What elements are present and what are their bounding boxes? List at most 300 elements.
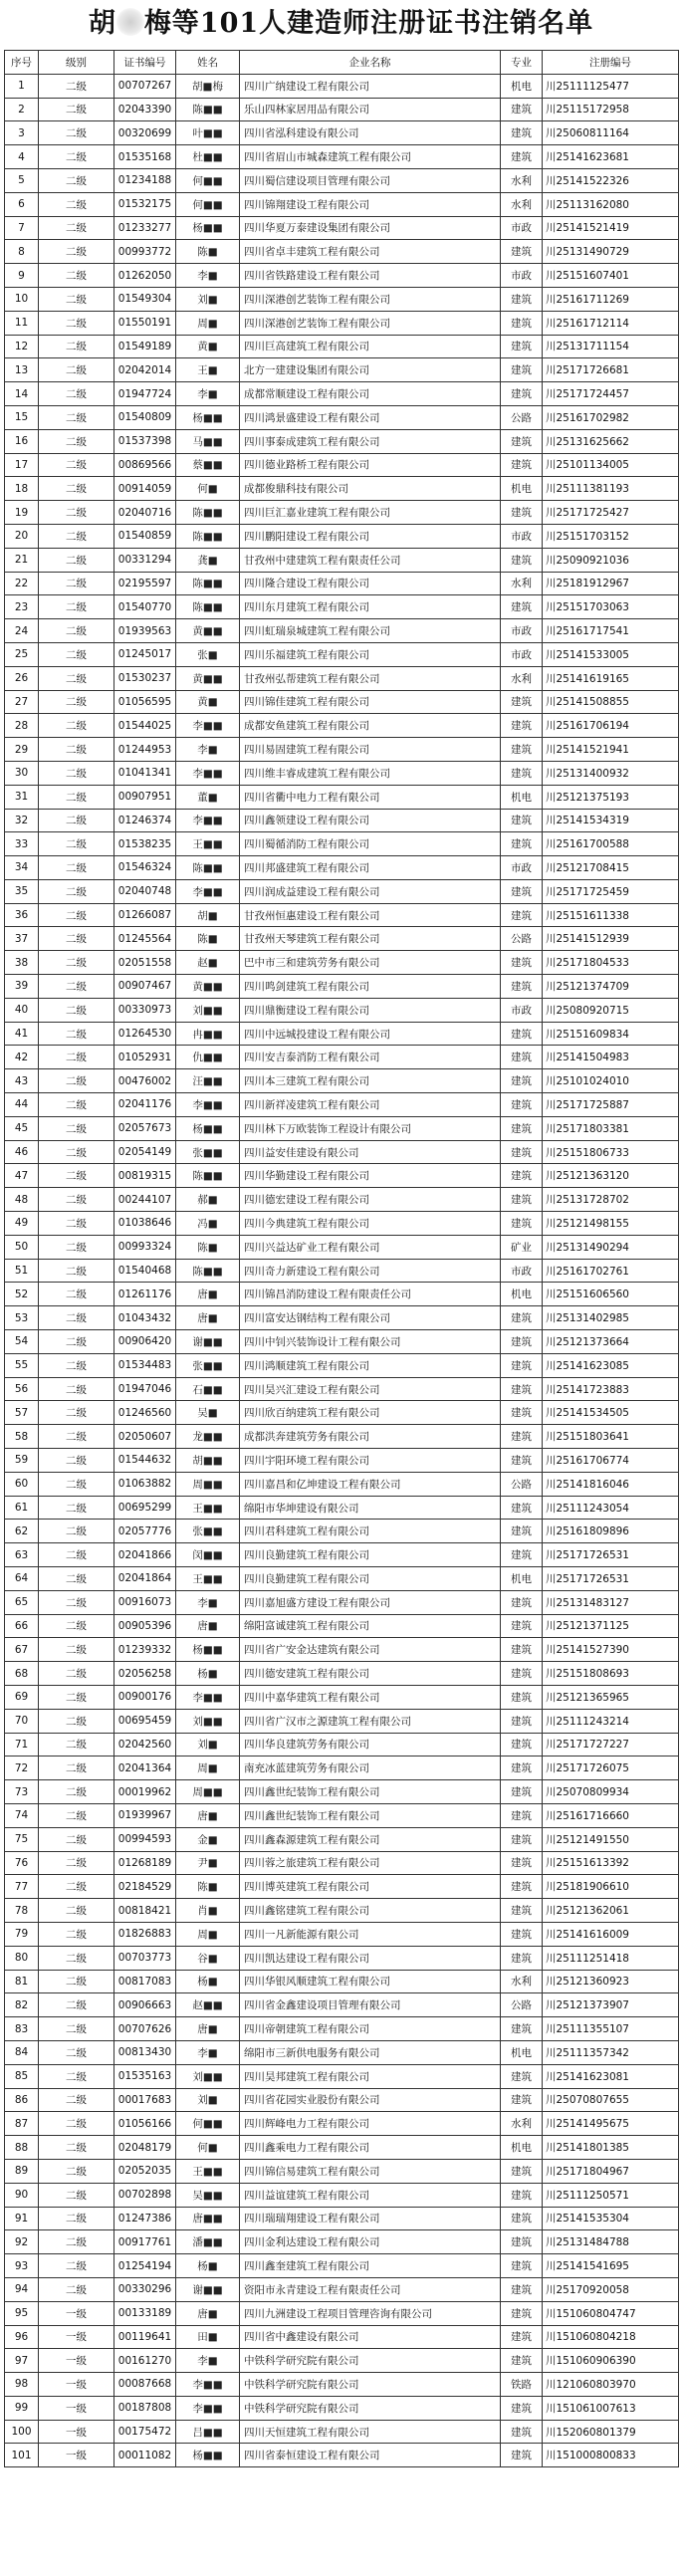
cell-level: 二级 — [39, 1449, 114, 1473]
cell-index: 71 — [5, 1733, 39, 1756]
cell-reg-number: 川25121362061 — [543, 1899, 679, 1923]
cell-company: 甘孜州中建建筑工程有限责任公司 — [240, 548, 501, 572]
table-row — [5, 98, 679, 121]
cell-company: 中铁科学研究院有限公司 — [240, 2349, 501, 2373]
table-row — [5, 2373, 679, 2397]
cell-name: 刘■■ — [176, 1709, 240, 1733]
cell-company: 四川本三建筑工程有限公司 — [240, 1069, 501, 1093]
cell-name: 龙■■ — [176, 1425, 240, 1449]
cell-company: 四川安吉泰消防工程有限公司 — [240, 1046, 501, 1069]
cell-company: 成都俊鼎科技有限公司 — [240, 477, 501, 501]
cell-cert-number: 02040716 — [114, 501, 176, 525]
cell-cert-number: 01550191 — [114, 311, 176, 335]
cell-reg-number: 川25111250571 — [543, 2183, 679, 2207]
cell-name: 唐■ — [176, 1283, 240, 1306]
cell-level: 二级 — [39, 1662, 114, 1686]
cell-specialty: 建筑 — [501, 1212, 543, 1236]
cell-specialty: 建筑 — [501, 2396, 543, 2420]
cell-reg-number: 川25181912967 — [543, 572, 679, 595]
cell-company: 四川省广汉市之源建筑工程有限公司 — [240, 1709, 501, 1733]
cell-cert-number: 01540468 — [114, 1259, 176, 1283]
cell-name: 李■■ — [176, 809, 240, 832]
cell-cert-number: 00695299 — [114, 1496, 176, 1520]
cell-cert-number: 00993772 — [114, 240, 176, 264]
cell-specialty: 市政 — [501, 619, 543, 643]
cell-cert-number: 02041364 — [114, 1756, 176, 1780]
cell-level: 二级 — [39, 74, 114, 98]
cell-name: 李■■ — [176, 761, 240, 785]
cell-level: 二级 — [39, 192, 114, 216]
cell-reg-number: 川25131483127 — [543, 1590, 679, 1614]
table-row — [5, 975, 679, 999]
cell-level: 二级 — [39, 405, 114, 429]
cell-level: 二级 — [39, 619, 114, 643]
redaction-mark — [116, 8, 144, 36]
cell-cert-number: 01540859 — [114, 524, 176, 548]
cell-level: 二级 — [39, 2230, 114, 2254]
cell-level: 二级 — [39, 738, 114, 762]
cell-reg-number: 川25111243054 — [543, 1496, 679, 1520]
table-row — [5, 2136, 679, 2160]
cell-specialty: 水利 — [501, 572, 543, 595]
cell-reg-number: 川25141534505 — [543, 1401, 679, 1425]
cell-name: 李■ — [176, 738, 240, 762]
cell-specialty: 建筑 — [501, 1733, 543, 1756]
cell-reg-number: 川25171804967 — [543, 2159, 679, 2183]
header-level: 级别 — [39, 51, 114, 75]
cell-specialty: 建筑 — [501, 1022, 543, 1046]
cell-company: 四川昊兴汇建设工程有限公司 — [240, 1377, 501, 1401]
cell-company: 四川瑞瑞翔建设工程有限公司 — [240, 2207, 501, 2230]
cell-reg-number: 川25161712114 — [543, 311, 679, 335]
cell-index: 55 — [5, 1353, 39, 1377]
cell-cert-number: 00476002 — [114, 1069, 176, 1093]
table-row — [5, 642, 679, 666]
table-row — [5, 382, 679, 406]
cell-cert-number: 00905396 — [114, 1614, 176, 1638]
cell-index: 3 — [5, 121, 39, 145]
cell-reg-number: 川25161717541 — [543, 619, 679, 643]
table-row — [5, 1069, 679, 1093]
table-row — [5, 2112, 679, 2136]
cell-specialty: 机电 — [501, 2040, 543, 2064]
cell-level: 二级 — [39, 2136, 114, 2160]
cell-reg-number: 川25171726531 — [543, 1543, 679, 1567]
cell-index: 36 — [5, 903, 39, 927]
cell-specialty: 建筑 — [501, 240, 543, 264]
cell-level: 二级 — [39, 879, 114, 903]
cell-reg-number: 川25070807655 — [543, 2088, 679, 2112]
cell-index: 80 — [5, 1946, 39, 1970]
cell-specialty: 铁路 — [501, 2373, 543, 2397]
cell-name: 蔡■■ — [176, 453, 240, 477]
cell-level: 二级 — [39, 216, 114, 240]
cell-cert-number: 00900176 — [114, 1685, 176, 1709]
cell-index: 52 — [5, 1283, 39, 1306]
cell-index: 37 — [5, 927, 39, 951]
cell-level: 二级 — [39, 1899, 114, 1923]
cell-index: 2 — [5, 98, 39, 121]
cell-company: 巴中市三和建筑劳务有限公司 — [240, 951, 501, 975]
cell-index: 63 — [5, 1543, 39, 1567]
table-row — [5, 1733, 679, 1756]
cell-index: 31 — [5, 785, 39, 809]
cell-reg-number: 川25131400932 — [543, 761, 679, 785]
cell-cert-number: 00916073 — [114, 1590, 176, 1614]
table-row — [5, 2017, 679, 2041]
cell-index: 30 — [5, 761, 39, 785]
cell-cert-number: 00703773 — [114, 1946, 176, 1970]
table-row — [5, 1922, 679, 1946]
cell-reg-number: 川25171725427 — [543, 501, 679, 525]
cell-company: 四川益谊建筑工程有限公司 — [240, 2183, 501, 2207]
cell-company: 四川省泰恒建设工程有限公司 — [240, 2444, 501, 2467]
cell-level: 二级 — [39, 2040, 114, 2064]
table-row — [5, 2064, 679, 2088]
cell-company: 四川巨汇嘉业建筑工程有限公司 — [240, 501, 501, 525]
cell-specialty: 建筑 — [501, 761, 543, 785]
cell-name: 胡■ — [176, 903, 240, 927]
cell-cert-number: 01056166 — [114, 2112, 176, 2136]
cell-name: 汪■■ — [176, 1069, 240, 1093]
cell-cert-number: 01544025 — [114, 714, 176, 738]
cell-name: 陈■ — [176, 1235, 240, 1259]
cell-name: 李■ — [176, 382, 240, 406]
cell-company: 四川中嘉华建筑工程有限公司 — [240, 1685, 501, 1709]
cell-cert-number: 01534483 — [114, 1353, 176, 1377]
cell-reg-number: 川25080920715 — [543, 998, 679, 1022]
cell-reg-number: 川25141508855 — [543, 690, 679, 714]
cell-cert-number: 01535168 — [114, 145, 176, 169]
cell-company: 四川辉峰电力工程有限公司 — [240, 2112, 501, 2136]
cell-reg-number: 川25090921036 — [543, 548, 679, 572]
cell-index: 94 — [5, 2277, 39, 2301]
cell-reg-number: 川25141723883 — [543, 1377, 679, 1401]
cell-specialty: 建筑 — [501, 1780, 543, 1804]
cell-specialty: 建筑 — [501, 1306, 543, 1330]
cell-reg-number: 川25151703152 — [543, 524, 679, 548]
cell-cert-number: 01239332 — [114, 1638, 176, 1662]
cell-specialty: 建筑 — [501, 832, 543, 856]
cell-level: 二级 — [39, 1614, 114, 1638]
cell-name: 李■ — [176, 2040, 240, 2064]
cell-specialty: 建筑 — [501, 311, 543, 335]
cell-cert-number: 00330973 — [114, 998, 176, 1022]
cell-cert-number: 01244953 — [114, 738, 176, 762]
cell-cert-number: 02040748 — [114, 879, 176, 903]
cell-reg-number: 川25181906610 — [543, 1875, 679, 1899]
table-row — [5, 1353, 679, 1377]
cell-index: 97 — [5, 2349, 39, 2373]
table-header-row — [5, 51, 679, 75]
cell-specialty: 建筑 — [501, 1520, 543, 1543]
cell-company: 南充冰蓝建筑劳务有限公司 — [240, 1756, 501, 1780]
cell-company: 四川隆合建设工程有限公司 — [240, 572, 501, 595]
table-row — [5, 1472, 679, 1496]
table-row — [5, 1425, 679, 1449]
cell-cert-number: 00175472 — [114, 2420, 176, 2444]
cell-company: 四川锦佳建筑工程有限公司 — [240, 690, 501, 714]
cell-company: 四川益安佳建设有限公司 — [240, 1140, 501, 1164]
table-row — [5, 2254, 679, 2278]
cell-name: 何■ — [176, 477, 240, 501]
cell-cert-number: 01041341 — [114, 761, 176, 785]
cell-cert-number: 01063882 — [114, 1472, 176, 1496]
cell-index: 32 — [5, 809, 39, 832]
cell-specialty: 建筑 — [501, 1496, 543, 1520]
cell-level: 二级 — [39, 2277, 114, 2301]
cell-index: 46 — [5, 1140, 39, 1164]
cell-level: 二级 — [39, 2254, 114, 2278]
cell-index: 29 — [5, 738, 39, 762]
cell-level: 二级 — [39, 1235, 114, 1259]
table-row — [5, 405, 679, 429]
table-row — [5, 738, 679, 762]
cell-reg-number: 川25141533005 — [543, 642, 679, 666]
cell-level: 一级 — [39, 2396, 114, 2420]
cell-index: 61 — [5, 1496, 39, 1520]
cell-company: 四川蜀循消防工程有限公司 — [240, 832, 501, 856]
cell-level: 二级 — [39, 335, 114, 358]
cell-reg-number: 川25101134005 — [543, 453, 679, 477]
cell-specialty: 机电 — [501, 1567, 543, 1591]
cell-company: 中铁科学研究院有限公司 — [240, 2396, 501, 2420]
cell-level: 二级 — [39, 1093, 114, 1117]
cell-name: 李■■ — [176, 1685, 240, 1709]
cell-level: 二级 — [39, 501, 114, 525]
cell-cert-number: 01535163 — [114, 2064, 176, 2088]
cell-index: 92 — [5, 2230, 39, 2254]
cell-name: 唐■ — [176, 1614, 240, 1638]
cell-index: 85 — [5, 2064, 39, 2088]
cell-index: 44 — [5, 1093, 39, 1117]
cell-name: 何■■ — [176, 2112, 240, 2136]
cell-company: 四川帝朝建筑工程有限公司 — [240, 2017, 501, 2041]
cell-index: 86 — [5, 2088, 39, 2112]
cell-name: 董■ — [176, 785, 240, 809]
table-row — [5, 1590, 679, 1614]
cell-index: 57 — [5, 1401, 39, 1425]
cell-name: 刘■■ — [176, 2064, 240, 2088]
table-row — [5, 477, 679, 501]
cell-specialty: 矿业 — [501, 1235, 543, 1259]
cell-cert-number: 01245564 — [114, 927, 176, 951]
table-row — [5, 1164, 679, 1188]
cell-name: 陈■■ — [176, 524, 240, 548]
cell-specialty: 建筑 — [501, 98, 543, 121]
cell-reg-number: 川25161809896 — [543, 1520, 679, 1543]
cell-index: 1 — [5, 74, 39, 98]
cell-level: 二级 — [39, 2207, 114, 2230]
cell-level: 一级 — [39, 2444, 114, 2467]
header-company: 企业名称 — [240, 51, 501, 75]
cell-reg-number: 川25131402985 — [543, 1306, 679, 1330]
cell-reg-number: 川25121374709 — [543, 975, 679, 999]
cell-name: 张■■ — [176, 1353, 240, 1377]
cell-cert-number: 00914059 — [114, 477, 176, 501]
cell-name: 金■ — [176, 1827, 240, 1851]
cell-cert-number: 00993324 — [114, 1235, 176, 1259]
cell-company: 四川鑫乘电力工程有限公司 — [240, 2136, 501, 2160]
cell-company: 四川九洲建设工程项目管理咨询有限公司 — [240, 2301, 501, 2325]
cell-index: 82 — [5, 1993, 39, 2017]
table-row — [5, 1709, 679, 1733]
cell-specialty: 建筑 — [501, 1851, 543, 1875]
cell-specialty: 建筑 — [501, 1116, 543, 1140]
cell-company: 四川鑫奎建筑工程有限公司 — [240, 2254, 501, 2278]
cell-reg-number: 川25141541695 — [543, 2254, 679, 2278]
cell-company: 四川德宏建设工程有限公司 — [240, 1188, 501, 1212]
cell-index: 39 — [5, 975, 39, 999]
cell-index: 14 — [5, 382, 39, 406]
cell-cert-number: 00161270 — [114, 2349, 176, 2373]
cell-name: 唐■ — [176, 2017, 240, 2041]
cell-specialty: 建筑 — [501, 809, 543, 832]
cell-specialty: 机电 — [501, 1283, 543, 1306]
cell-company: 四川良勤建筑工程有限公司 — [240, 1567, 501, 1591]
table-row — [5, 595, 679, 619]
cell-company: 四川鑫世纪装饰工程有限公司 — [240, 1780, 501, 1804]
cell-company: 四川邦盛建筑工程有限公司 — [240, 856, 501, 880]
cell-index: 38 — [5, 951, 39, 975]
cell-level: 二级 — [39, 311, 114, 335]
cell-specialty: 建筑 — [501, 1330, 543, 1354]
cell-reg-number: 川25111125477 — [543, 74, 679, 98]
cell-level: 二级 — [39, 1756, 114, 1780]
cell-specialty: 机电 — [501, 785, 543, 809]
table-row — [5, 1283, 679, 1306]
cell-index: 88 — [5, 2136, 39, 2160]
table-row — [5, 785, 679, 809]
table-row — [5, 1803, 679, 1827]
cell-company: 甘孜州天琴建筑工程有限公司 — [240, 927, 501, 951]
cell-company: 四川东月建筑工程有限公司 — [240, 595, 501, 619]
table-row — [5, 1970, 679, 1993]
cell-index: 53 — [5, 1306, 39, 1330]
cell-name: 李■ — [176, 2349, 240, 2373]
cell-reg-number: 川25171726531 — [543, 1567, 679, 1591]
cell-cert-number: 00994593 — [114, 1827, 176, 1851]
table-row — [5, 1022, 679, 1046]
table-row — [5, 951, 679, 975]
cell-name: 杨■■ — [176, 1638, 240, 1662]
cell-reg-number: 川25141623085 — [543, 1353, 679, 1377]
cell-index: 9 — [5, 264, 39, 288]
cell-cert-number: 01038646 — [114, 1212, 176, 1236]
cell-company: 四川嘉昌和亿坤建设工程有限公司 — [240, 1472, 501, 1496]
cell-level: 二级 — [39, 1069, 114, 1093]
cell-name: 杨■■ — [176, 405, 240, 429]
cell-reg-number: 川25070809934 — [543, 1780, 679, 1804]
cell-name: 黄■■ — [176, 666, 240, 690]
cell-cert-number: 01549304 — [114, 287, 176, 311]
cell-specialty: 建筑 — [501, 1046, 543, 1069]
cell-name: 刘■ — [176, 287, 240, 311]
cell-index: 41 — [5, 1022, 39, 1046]
cell-company: 四川事泰成建筑工程有限公司 — [240, 429, 501, 453]
cell-level: 二级 — [39, 1353, 114, 1377]
cell-index: 18 — [5, 477, 39, 501]
cell-index: 58 — [5, 1425, 39, 1449]
cell-name: 谷■ — [176, 1946, 240, 1970]
cell-index: 56 — [5, 1377, 39, 1401]
table-row — [5, 1235, 679, 1259]
cell-level: 二级 — [39, 1590, 114, 1614]
cell-cert-number: 02048179 — [114, 2136, 176, 2160]
cell-company: 四川兴益达矿业工程有限公司 — [240, 1235, 501, 1259]
table-row — [5, 1306, 679, 1330]
table-row — [5, 335, 679, 358]
cell-level: 二级 — [39, 714, 114, 738]
cell-index: 10 — [5, 287, 39, 311]
cell-name: 张■ — [176, 642, 240, 666]
cell-index: 84 — [5, 2040, 39, 2064]
cell-name: 尹■ — [176, 1851, 240, 1875]
cell-cert-number: 02056258 — [114, 1662, 176, 1686]
cell-specialty: 公路 — [501, 927, 543, 951]
cell-level: 二级 — [39, 642, 114, 666]
cell-level: 二级 — [39, 572, 114, 595]
cell-level: 二级 — [39, 358, 114, 382]
cell-cert-number: 01540770 — [114, 595, 176, 619]
cell-name: 冯■ — [176, 1212, 240, 1236]
cell-name: 唐■ — [176, 1306, 240, 1330]
cell-level: 二级 — [39, 1946, 114, 1970]
cell-company: 成都安鱼建筑工程有限公司 — [240, 714, 501, 738]
cell-level: 二级 — [39, 1733, 114, 1756]
cell-specialty: 市政 — [501, 524, 543, 548]
cell-level: 一级 — [39, 2325, 114, 2349]
cell-index: 16 — [5, 429, 39, 453]
cell-specialty: 建筑 — [501, 2301, 543, 2325]
cell-reg-number: 川25060811164 — [543, 121, 679, 145]
cell-company: 绵阳市华坤建设有限公司 — [240, 1496, 501, 1520]
cell-company: 四川鑫铭建筑工程有限公司 — [240, 1899, 501, 1923]
cell-cert-number: 00917761 — [114, 2230, 176, 2254]
cell-index: 65 — [5, 1590, 39, 1614]
cell-index: 64 — [5, 1567, 39, 1591]
cell-name: 杨■ — [176, 1970, 240, 1993]
cell-level: 二级 — [39, 1188, 114, 1212]
cell-level: 二级 — [39, 595, 114, 619]
cell-cert-number: 00819315 — [114, 1164, 176, 1188]
cell-name: 石■■ — [176, 1377, 240, 1401]
table-row — [5, 1093, 679, 1117]
cell-cert-number: 01043432 — [114, 1306, 176, 1330]
cell-index: 72 — [5, 1756, 39, 1780]
cell-company: 四川维丰睿成建筑工程有限公司 — [240, 761, 501, 785]
table-row — [5, 501, 679, 525]
cell-name: 胡■梅 — [176, 74, 240, 98]
cell-specialty: 建筑 — [501, 287, 543, 311]
cell-reg-number: 川25171725887 — [543, 1093, 679, 1117]
cell-reg-number: 川25111381193 — [543, 477, 679, 501]
cell-reg-number: 川151061007613 — [543, 2396, 679, 2420]
cell-company: 四川富安达钢结构工程有限公司 — [240, 1306, 501, 1330]
table-row — [5, 1212, 679, 1236]
cell-index: 77 — [5, 1875, 39, 1899]
document-title — [0, 0, 682, 48]
cell-reg-number: 川25161711269 — [543, 287, 679, 311]
cell-reg-number: 川25131490294 — [543, 1235, 679, 1259]
cell-reg-number: 川25131711154 — [543, 335, 679, 358]
cell-name: 周■■ — [176, 1472, 240, 1496]
cell-reg-number: 川25141512939 — [543, 927, 679, 951]
cell-cert-number: 00133189 — [114, 2301, 176, 2325]
cell-specialty: 建筑 — [501, 2207, 543, 2230]
table-row — [5, 1614, 679, 1638]
cell-cert-number: 01246374 — [114, 809, 176, 832]
